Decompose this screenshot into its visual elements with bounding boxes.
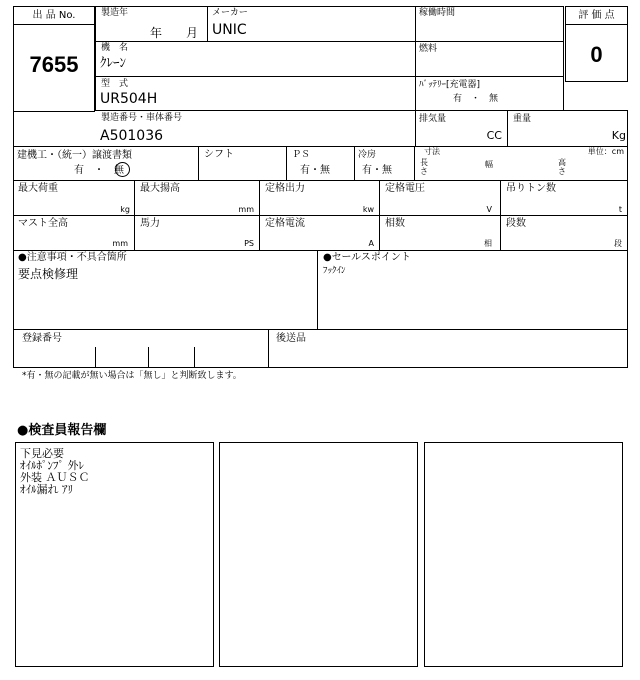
phase-label: 相数 xyxy=(385,218,405,229)
ps-label: ＰＳ xyxy=(292,150,311,160)
rated-voltage-label: 定格電圧 xyxy=(385,183,425,194)
rated-current-unit: A xyxy=(368,239,374,248)
serial-label: 製造番号・車体番号 xyxy=(101,113,183,123)
weight-label: 重量 xyxy=(513,114,532,124)
footnote: *有・無の記載が無い場合は「無し」と判断致します。 xyxy=(22,371,242,381)
battery-label: ﾊﾞｯﾃﾘｰ[充電器] xyxy=(419,80,481,90)
cooling-label: 冷房 xyxy=(358,150,377,160)
stages-label: 段数 xyxy=(506,218,526,229)
lifting-tons-unit: t xyxy=(618,205,622,214)
grade-label: 評 価 点 xyxy=(578,10,615,21)
rated-output-unit: kw xyxy=(362,205,374,214)
notes-value: 要点検修理 xyxy=(18,267,79,281)
model-name-value: ｸﾚｰﾝ xyxy=(100,56,126,71)
sales-label: ●セールスポイント xyxy=(323,252,411,263)
type-value: UR504H xyxy=(100,91,158,107)
rated-voltage-unit: V xyxy=(486,205,492,214)
shipping-label: 後送品 xyxy=(276,333,306,344)
maker-value: UNIC xyxy=(212,22,247,38)
lot-label: 出 品 No. xyxy=(32,10,76,21)
inspector-box-3 xyxy=(424,442,623,667)
phase-unit: 相 xyxy=(484,239,492,248)
transfer-docs-selected-circle xyxy=(115,162,130,177)
stages-unit: 段 xyxy=(614,239,622,248)
notes-label: ●注意事項・不具合箇所 xyxy=(18,252,127,263)
maker-label: メーカー xyxy=(212,8,248,18)
hours-label: 稼働時間 xyxy=(419,8,456,18)
lot-number: 7655 xyxy=(29,52,79,77)
registration-label: 登録番号 xyxy=(22,333,62,344)
serial-value: A501036 xyxy=(100,128,164,144)
type-label: 型 式 xyxy=(101,79,129,89)
rated-current-label: 定格電流 xyxy=(265,218,305,229)
horsepower-label: 馬力 xyxy=(140,218,160,229)
inspector-box-2 xyxy=(219,442,418,667)
dimensions-length: 長 さ xyxy=(420,158,428,176)
max-load-unit: kg xyxy=(120,205,130,214)
inspector-title: ●検査員報告欄 xyxy=(17,423,107,438)
max-lift-label: 最大揚高 xyxy=(140,183,180,194)
lifting-tons-label: 吊りトン数 xyxy=(506,183,556,194)
rated-output-label: 定格出力 xyxy=(265,183,305,194)
grade-value: 0 xyxy=(590,42,603,67)
year-label: 製造年 xyxy=(101,8,129,18)
mast-height-unit: mm xyxy=(112,239,128,248)
displacement-label: 排気量 xyxy=(419,114,447,124)
model-name-label: 機 名 xyxy=(101,43,129,53)
transfer-docs-label: 建機工・（統一）譲渡書類 xyxy=(17,150,132,161)
horsepower-unit: PS xyxy=(244,239,254,248)
mast-height-label: マスト全高 xyxy=(18,218,68,229)
fuel-label: 燃料 xyxy=(419,44,438,54)
max-lift-unit: mm xyxy=(238,205,254,214)
dimensions-height: 高 さ xyxy=(558,158,566,176)
dimensions-unit-note: 単位：cm xyxy=(587,147,624,156)
shipping-box xyxy=(268,329,628,368)
transfer-docs-value: 有 ・ 無 xyxy=(74,165,124,176)
year-value: 年 月 xyxy=(150,26,199,40)
inspector-notes: 下見必要 ｵｲﾙﾎﾟﾝﾌﾟ 外ﾚ 外装 ＡＵＳＣ ｵｲﾙ漏れ ｱﾘ xyxy=(20,447,90,496)
shift-label: シフト xyxy=(204,149,234,160)
ps-value: 有・無 xyxy=(300,165,330,176)
dimensions-width: 幅 xyxy=(485,160,493,169)
battery-value: 有 ・ 無 xyxy=(453,94,499,104)
displacement-unit: CC xyxy=(486,129,502,142)
weight-unit: Kg xyxy=(611,129,626,142)
dimensions-label: 寸法 xyxy=(424,147,440,156)
cooling-value: 有・無 xyxy=(362,165,392,176)
sales-value: ﾌｯｸｲﾝ xyxy=(323,266,346,276)
max-load-label: 最大荷重 xyxy=(18,183,58,194)
